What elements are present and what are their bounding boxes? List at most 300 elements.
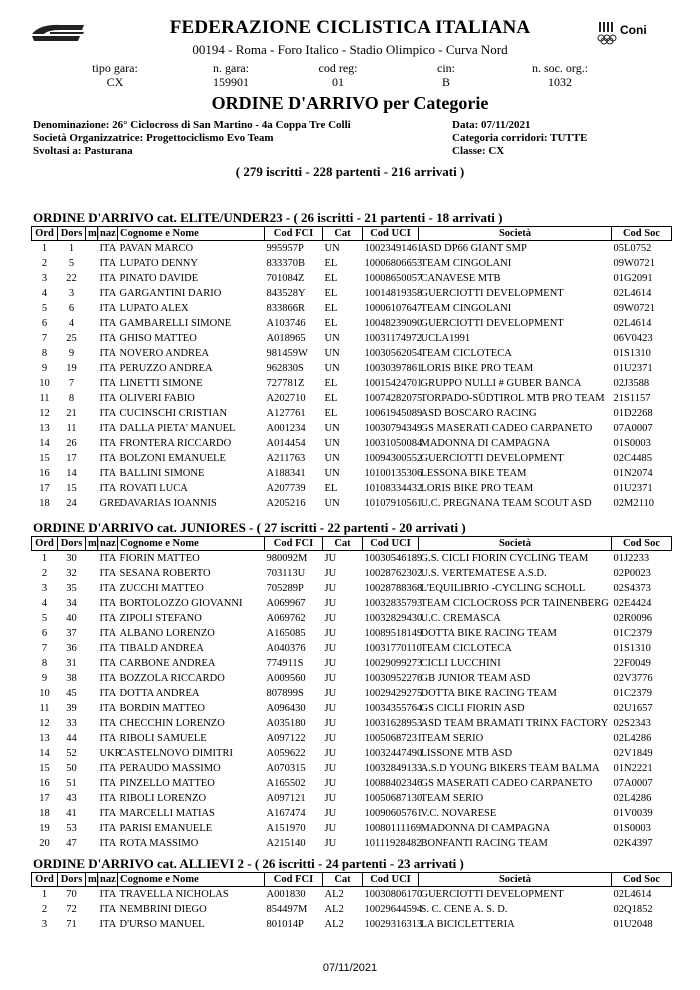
cell-cat: JU bbox=[324, 718, 337, 729]
cell-cod-uci: 10050687130 bbox=[364, 793, 423, 804]
cell-name: PAVAN MARCO bbox=[119, 243, 194, 254]
cell-naz: ITA bbox=[99, 904, 117, 915]
cell-naz: ITA bbox=[99, 318, 117, 329]
header-col-naz: naz bbox=[98, 227, 118, 241]
cell-maglia bbox=[86, 421, 98, 436]
header-col-nome: Cognome e Nome bbox=[118, 873, 265, 887]
cell-societa: LA BICICLETTERIA bbox=[420, 919, 515, 930]
cell-maglia bbox=[86, 641, 98, 656]
cell-cod-uci: 10061945089 bbox=[364, 408, 423, 419]
table-row bbox=[32, 436, 672, 451]
cell-dors: 4 bbox=[68, 318, 75, 329]
cell-dors: 19 bbox=[66, 363, 77, 374]
cell-societa: U.S. VERTEMATESE A.S.D. bbox=[420, 568, 547, 579]
cell-cod-fci: 774911S bbox=[266, 658, 304, 669]
header-col-ord: Ord bbox=[32, 537, 58, 551]
cell-ord: 14 bbox=[39, 438, 50, 449]
cell-cod-uci: 10030546189 bbox=[364, 553, 423, 564]
cell-societa: TEAM CICLOCROSS PCR TAINENBERG bbox=[420, 598, 609, 609]
cell-cat: UN bbox=[324, 438, 340, 449]
cell-dors: 26 bbox=[66, 438, 77, 449]
cell-societa: L'EQUILIBRIO -CYCLING SCHOLL bbox=[420, 583, 586, 594]
coni-emblem-icon bbox=[596, 20, 618, 46]
cell-cod-fci: A151970 bbox=[266, 823, 306, 834]
meta-cod-reg: cod reg: 01 bbox=[318, 61, 358, 89]
cell-dors: 25 bbox=[66, 333, 77, 344]
cell-naz: ITA bbox=[99, 363, 117, 374]
table-row bbox=[32, 716, 672, 731]
cell-cod-fci: 727781Z bbox=[266, 378, 305, 389]
cell-cat: EL bbox=[324, 408, 338, 419]
cell-societa: MADONNA DI CAMPAGNA bbox=[420, 438, 551, 449]
cell-societa: GS CICLI FIORIN ASD bbox=[420, 703, 525, 714]
header-col-cat: Cat bbox=[323, 873, 363, 887]
cell-societa: V.C. NOVARESE bbox=[420, 808, 497, 819]
cell-societa: ASD BOSCARO RACING bbox=[420, 408, 537, 419]
cell-cod-soc: 01C2379 bbox=[613, 628, 653, 639]
cell-ord: 12 bbox=[39, 718, 50, 729]
header-col-ord: Ord bbox=[32, 227, 58, 241]
table-row bbox=[32, 761, 672, 776]
cell-societa: TEAM SERIO bbox=[420, 793, 484, 804]
cell-cod-fci: 843528Y bbox=[266, 288, 306, 299]
cell-cod-soc: 01S0003 bbox=[613, 438, 651, 449]
cell-maglia bbox=[86, 902, 98, 917]
cell-cat: JU bbox=[324, 598, 337, 609]
cell-maglia bbox=[86, 391, 98, 406]
cell-cat: JU bbox=[324, 643, 337, 654]
cell-cod-fci: A165502 bbox=[266, 778, 306, 789]
cell-ord: 4 bbox=[41, 288, 48, 299]
cell-cod-soc: 01U2048 bbox=[613, 919, 653, 930]
cell-cod-fci: A205216 bbox=[266, 498, 306, 509]
cell-cod-fci: A167474 bbox=[266, 808, 306, 819]
cell-cod-fci: 701084Z bbox=[266, 273, 305, 284]
cell-cat: AL2 bbox=[324, 919, 344, 930]
table-row bbox=[32, 806, 672, 821]
cell-societa: GUERCIOTTI DEVELOPMENT bbox=[420, 288, 564, 299]
cell-maglia bbox=[86, 301, 98, 316]
cell-cod-soc: 06V0423 bbox=[613, 333, 653, 344]
table-row bbox=[32, 391, 672, 406]
cell-cod-fci: A103746 bbox=[266, 318, 306, 329]
table-row bbox=[32, 701, 672, 716]
cell-dors: 51 bbox=[66, 778, 77, 789]
cell-maglia bbox=[86, 241, 98, 257]
cell-name: CUCINSCHI CRISTIAN bbox=[119, 408, 228, 419]
cell-cat: JU bbox=[324, 613, 337, 624]
cell-cod-soc: 09W0721 bbox=[613, 258, 655, 269]
cell-cod-fci: A001830 bbox=[266, 889, 306, 900]
cell-dors: 24 bbox=[66, 498, 77, 509]
cell-cod-fci: 995957P bbox=[266, 243, 304, 254]
cell-dors: 70 bbox=[66, 889, 77, 900]
cell-name: OLIVERI FABIO bbox=[119, 393, 195, 404]
cell-societa: GB JUNIOR TEAM ASD bbox=[420, 673, 531, 684]
cell-cod-fci: 807899S bbox=[266, 688, 304, 699]
cell-cod-uci: 10028762302 bbox=[364, 568, 423, 579]
cell-cod-uci: 10029644594 bbox=[364, 904, 423, 915]
cell-cod-fci: 801014P bbox=[266, 919, 304, 930]
cell-cod-uci: 10030397861 bbox=[364, 363, 423, 374]
cell-name: BORTOLOZZO GIOVANNI bbox=[119, 598, 243, 609]
cell-dors: 17 bbox=[66, 453, 77, 464]
cell-naz: ITA bbox=[99, 423, 117, 434]
cell-dors: 72 bbox=[66, 904, 77, 915]
table-row bbox=[32, 671, 672, 686]
cell-cod-fci: A014454 bbox=[266, 438, 306, 449]
table-row bbox=[32, 776, 672, 791]
cell-cod-fci: A009560 bbox=[266, 673, 306, 684]
cell-societa: LESSONA BIKE TEAM bbox=[420, 468, 527, 479]
cell-cod-uci: 10034355764 bbox=[364, 703, 423, 714]
cell-cod-uci: 10090605761 bbox=[364, 808, 423, 819]
cell-cod-uci: 10108334432 bbox=[364, 483, 423, 494]
header-col-m: m| bbox=[86, 873, 98, 887]
cell-cod-uci: 10029316313 bbox=[364, 919, 423, 930]
table-row bbox=[32, 836, 672, 851]
meta-n-gara: n. gara: 159901 bbox=[213, 61, 249, 89]
cell-maglia bbox=[86, 716, 98, 731]
cell-cat: UN bbox=[324, 243, 340, 254]
cell-societa: TEAM CINGOLANI bbox=[420, 303, 512, 314]
cell-naz: ITA bbox=[99, 553, 117, 564]
cell-dors: 33 bbox=[66, 718, 77, 729]
cell-naz: ITA bbox=[99, 258, 117, 269]
table-row bbox=[32, 361, 672, 376]
cell-cod-soc: 02L4614 bbox=[613, 288, 652, 299]
cell-name: ZIPOLI STEFANO bbox=[119, 613, 202, 624]
cell-cod-uci: 10008650057 bbox=[364, 273, 423, 284]
cell-name: MARCELLI MATIAS bbox=[119, 808, 215, 819]
cell-maglia bbox=[86, 671, 98, 686]
cell-name: BOLZONI EMANUELE bbox=[119, 453, 226, 464]
cell-dors: 50 bbox=[66, 763, 77, 774]
cell-cat: JU bbox=[324, 688, 337, 699]
cell-ord: 13 bbox=[39, 423, 50, 434]
cell-dors: 22 bbox=[66, 273, 77, 284]
cell-cod-fci: A069762 bbox=[266, 613, 306, 624]
cell-cod-soc: 02C4485 bbox=[613, 453, 653, 464]
cell-cod-uci: 10100135306 bbox=[364, 468, 423, 479]
page-title: ORDINE D'ARRIVO per Categorie bbox=[211, 93, 489, 113]
header-col-ord: Ord bbox=[32, 873, 58, 887]
cell-cat: JU bbox=[324, 628, 337, 639]
cell-cat: EL bbox=[324, 288, 338, 299]
cell-maglia bbox=[86, 887, 98, 903]
cell-societa: G.S. CICLI FIORIN CYCLING TEAM bbox=[420, 553, 589, 564]
cell-maglia bbox=[86, 256, 98, 271]
cell-name: LUPATO DENNY bbox=[119, 258, 198, 269]
table-row bbox=[32, 821, 672, 836]
cell-name: CHECCHIN LORENZO bbox=[119, 718, 225, 729]
cell-cod-uci: 10023491461 bbox=[364, 243, 423, 254]
cell-societa: GUERCIOTTI DEVELOPMENT bbox=[420, 889, 564, 900]
cell-name: DAVARIAS IOANNIS bbox=[119, 498, 217, 509]
cell-cod-uci: 10032849133 bbox=[364, 763, 423, 774]
footer-date: 07/11/2021 bbox=[322, 962, 378, 974]
cell-maglia bbox=[86, 611, 98, 626]
cell-naz: ITA bbox=[99, 303, 117, 314]
cell-maglia bbox=[86, 331, 98, 346]
cell-name: ROVATI LUCA bbox=[119, 483, 188, 494]
header-col-cat: Cat bbox=[323, 227, 363, 241]
cell-cod-uci: 10006806653 bbox=[364, 258, 423, 269]
cell-cod-soc: 02L4286 bbox=[613, 733, 652, 744]
cell-cod-uci: 10031628953 bbox=[364, 718, 423, 729]
table-row bbox=[32, 566, 672, 581]
cell-maglia bbox=[86, 917, 98, 932]
cell-cat: EL bbox=[324, 273, 338, 284]
cell-naz: ITA bbox=[99, 628, 117, 639]
cell-name: PERAUDO MASSIMO bbox=[119, 763, 221, 774]
cell-cod-fci: A069967 bbox=[266, 598, 306, 609]
cell-name: GARGANTINI DARIO bbox=[119, 288, 222, 299]
section-title-juniores: ORDINE D'ARRIVO cat. JUNIORES - ( 27 iscritti - 22 partenti - 20 arrivati ) bbox=[33, 520, 466, 535]
cell-naz: GRE bbox=[99, 498, 121, 509]
cell-cat: UN bbox=[324, 363, 340, 374]
cell-cod-uci: 10006107647 bbox=[364, 303, 423, 314]
cell-ord: 6 bbox=[41, 628, 48, 639]
cell-dors: 35 bbox=[66, 583, 77, 594]
cell-dors: 45 bbox=[66, 688, 77, 699]
cell-ord: 13 bbox=[39, 733, 50, 744]
coni-logo bbox=[596, 20, 662, 46]
cell-dors: 32 bbox=[66, 568, 77, 579]
cell-cod-fci: A040376 bbox=[266, 643, 306, 654]
cell-societa: GS MASERATI CADEO CARPANETO bbox=[420, 778, 593, 789]
table-row bbox=[32, 746, 672, 761]
cell-cod-uci: 10050687231 bbox=[364, 733, 423, 744]
cell-cod-soc: 01S1310 bbox=[613, 348, 651, 359]
cell-dors: 53 bbox=[66, 823, 77, 834]
cell-dors: 40 bbox=[66, 613, 77, 624]
cell-name: NOVERO ANDREA bbox=[119, 348, 210, 359]
table-row bbox=[32, 421, 672, 436]
cell-name: LUPATO ALEX bbox=[119, 303, 189, 314]
table-row bbox=[32, 451, 672, 466]
cell-cod-uci: 10030794349 bbox=[364, 423, 423, 434]
header-col-cat: Cat bbox=[323, 537, 363, 551]
cell-cod-uci: 10080111169 bbox=[364, 823, 422, 834]
cell-cat: JU bbox=[324, 778, 337, 789]
cell-maglia bbox=[86, 836, 98, 851]
cell-cat: EL bbox=[324, 483, 338, 494]
cell-cod-fci: 833370B bbox=[266, 258, 306, 269]
table-row bbox=[32, 551, 672, 567]
cell-maglia bbox=[86, 581, 98, 596]
table-row bbox=[32, 581, 672, 596]
table-row bbox=[32, 596, 672, 611]
cell-cat: JU bbox=[324, 703, 337, 714]
cell-societa: U.C. PREGNANA TEAM SCOUT ASD bbox=[420, 498, 592, 509]
cell-name: BALLINI SIMONE bbox=[119, 468, 205, 479]
cell-cod-soc: 01N2221 bbox=[613, 763, 653, 774]
table-row bbox=[32, 346, 672, 361]
results-table-allievi2 bbox=[31, 872, 672, 932]
cell-maglia bbox=[86, 686, 98, 701]
cell-name: SESANA ROBERTO bbox=[119, 568, 211, 579]
cell-name: TRAVELLA NICHOLAS bbox=[119, 889, 229, 900]
cell-cod-uci: 10029099273 bbox=[364, 658, 423, 669]
cell-maglia bbox=[86, 496, 98, 511]
table-header bbox=[32, 537, 672, 551]
table-row bbox=[32, 656, 672, 671]
cell-dors: 5 bbox=[68, 258, 75, 269]
cell-cod-soc: 01D2268 bbox=[613, 408, 653, 419]
cell-cat: EL bbox=[324, 393, 338, 404]
cell-cod-soc: 02Q1852 bbox=[613, 904, 653, 915]
cell-cod-uci: 10030562054 bbox=[364, 348, 423, 359]
cell-ord: 9 bbox=[41, 673, 48, 684]
table-row bbox=[32, 331, 672, 346]
cell-maglia bbox=[86, 286, 98, 301]
cell-ord: 8 bbox=[41, 348, 48, 359]
cell-ord: 16 bbox=[39, 468, 50, 479]
cell-maglia bbox=[86, 776, 98, 791]
cell-naz: ITA bbox=[99, 658, 117, 669]
cell-maglia bbox=[86, 566, 98, 581]
table-row bbox=[32, 466, 672, 481]
cell-cod-fci: A001234 bbox=[266, 423, 306, 434]
cell-ord: 10 bbox=[39, 378, 50, 389]
cell-ord: 19 bbox=[39, 823, 50, 834]
cell-cat: EL bbox=[324, 303, 338, 314]
coni-label: Coni bbox=[620, 23, 647, 37]
table-row bbox=[32, 406, 672, 421]
cell-dors: 9 bbox=[68, 348, 75, 359]
cell-name: DOTTA ANDREA bbox=[119, 688, 200, 699]
cell-cat: JU bbox=[324, 733, 337, 744]
cell-societa: TEAM CICLOTECA bbox=[420, 348, 512, 359]
cell-cat: JU bbox=[324, 823, 337, 834]
cell-cod-fci: 833866R bbox=[266, 303, 306, 314]
header-col-cod-fci: Cod FCI bbox=[265, 873, 323, 887]
cell-naz: UKR bbox=[99, 748, 122, 759]
header-col-cod-uci: Cod UCI bbox=[363, 873, 419, 887]
table-row bbox=[32, 611, 672, 626]
table-row bbox=[32, 376, 672, 391]
header-col-cod-soc: Cod Soc bbox=[612, 873, 672, 887]
cell-societa: LORIS BIKE PRO TEAM bbox=[420, 483, 534, 494]
cell-dors: 34 bbox=[66, 598, 77, 609]
cell-dors: 39 bbox=[66, 703, 77, 714]
cell-cod-uci: 10014819358 bbox=[364, 288, 423, 299]
cell-societa: TEAM CINGOLANI bbox=[420, 258, 512, 269]
table-row bbox=[32, 686, 672, 701]
cell-maglia bbox=[86, 746, 98, 761]
cell-naz: ITA bbox=[99, 889, 117, 900]
cell-societa: GRUPPO NULLI # GUBER BANCA bbox=[420, 378, 582, 389]
cell-cat: EL bbox=[324, 258, 338, 269]
cell-cod-soc: 01U2371 bbox=[613, 363, 653, 374]
header-col-cod-soc: Cod Soc bbox=[612, 537, 672, 551]
cell-cat: UN bbox=[324, 348, 340, 359]
cell-dors: 21 bbox=[66, 408, 77, 419]
cell-naz: ITA bbox=[99, 243, 117, 254]
cell-ord: 2 bbox=[41, 904, 48, 915]
cell-cat: JU bbox=[324, 838, 337, 849]
cell-cod-uci: 10029429275 bbox=[364, 688, 423, 699]
cell-naz: ITA bbox=[99, 718, 117, 729]
cell-cod-fci: A127761 bbox=[266, 408, 306, 419]
cell-societa: A.S.D YOUNG BIKERS TEAM BALMA bbox=[420, 763, 600, 774]
cell-cat: EL bbox=[324, 318, 338, 329]
cell-maglia bbox=[86, 596, 98, 611]
cell-cod-fci: 703113U bbox=[266, 568, 306, 579]
cell-naz: ITA bbox=[99, 673, 117, 684]
cell-dors: 6 bbox=[68, 303, 75, 314]
cell-cod-uci: 10088402346 bbox=[364, 778, 423, 789]
cell-cod-fci: A035180 bbox=[266, 718, 306, 729]
cell-cod-soc: 07A0007 bbox=[613, 778, 653, 789]
cell-cat: JU bbox=[324, 808, 337, 819]
cell-cod-soc: 22F0049 bbox=[613, 658, 651, 669]
cell-ord: 5 bbox=[41, 303, 48, 314]
info-classe: Classe: CX bbox=[452, 145, 505, 157]
cell-ord: 3 bbox=[41, 273, 48, 284]
cell-maglia bbox=[86, 806, 98, 821]
cell-societa: ASD TEAM BRAMATI TRINX FACTORY bbox=[420, 718, 609, 729]
cell-naz: ITA bbox=[99, 823, 117, 834]
cell-societa: ASD DP66 GIANT SMP bbox=[420, 243, 527, 254]
table-row bbox=[32, 887, 672, 903]
cell-societa: UCLA1991 bbox=[420, 333, 471, 344]
cell-cod-uci: 10015424701 bbox=[364, 378, 423, 389]
cell-cod-uci: 10107910561 bbox=[364, 498, 423, 509]
cell-maglia bbox=[86, 451, 98, 466]
cell-cod-soc: 02V1849 bbox=[613, 748, 653, 759]
cell-maglia bbox=[86, 821, 98, 836]
cell-cod-uci: 10074282075 bbox=[364, 393, 423, 404]
cell-name: CASTELNOVO DIMITRI bbox=[119, 748, 233, 759]
cell-maglia bbox=[86, 761, 98, 776]
cell-naz: ITA bbox=[99, 438, 117, 449]
cell-ord: 6 bbox=[41, 318, 48, 329]
header-col-cod-soc: Cod Soc bbox=[612, 227, 672, 241]
cell-ord: 15 bbox=[39, 453, 50, 464]
cell-dors: 47 bbox=[66, 838, 77, 849]
table-row bbox=[32, 902, 672, 917]
cell-cod-fci: A207739 bbox=[266, 483, 306, 494]
cell-cat: UN bbox=[324, 453, 340, 464]
cell-cod-soc: 02K4397 bbox=[613, 838, 653, 849]
cell-dors: 30 bbox=[66, 553, 77, 564]
cell-maglia bbox=[86, 656, 98, 671]
cell-cat: JU bbox=[324, 673, 337, 684]
header-col-dors: Dors bbox=[58, 873, 86, 887]
cell-naz: ITA bbox=[99, 408, 117, 419]
cell-cod-soc: 01G2091 bbox=[613, 273, 653, 284]
info-right bbox=[452, 119, 587, 158]
info-svoltasi: Svoltasi a: Pasturana bbox=[33, 145, 133, 157]
info-societa: Società Organizzatrice: Progettociclismo Evo Team bbox=[33, 132, 274, 144]
cell-cod-fci: A096430 bbox=[266, 703, 306, 714]
cell-maglia bbox=[86, 626, 98, 641]
cell-dors: 31 bbox=[66, 658, 77, 669]
cell-dors: 43 bbox=[66, 793, 77, 804]
cell-ord: 7 bbox=[41, 333, 48, 344]
cell-dors: 41 bbox=[66, 808, 77, 819]
table-row bbox=[32, 316, 672, 331]
header-col-m: m| bbox=[86, 537, 98, 551]
cell-cod-uci: 10089518149 bbox=[364, 628, 423, 639]
cell-ord: 11 bbox=[39, 393, 50, 404]
header-col-m: m| bbox=[86, 227, 98, 241]
header-col-societa: Società bbox=[419, 227, 612, 241]
cell-dors: 37 bbox=[66, 628, 77, 639]
cell-maglia bbox=[86, 271, 98, 286]
